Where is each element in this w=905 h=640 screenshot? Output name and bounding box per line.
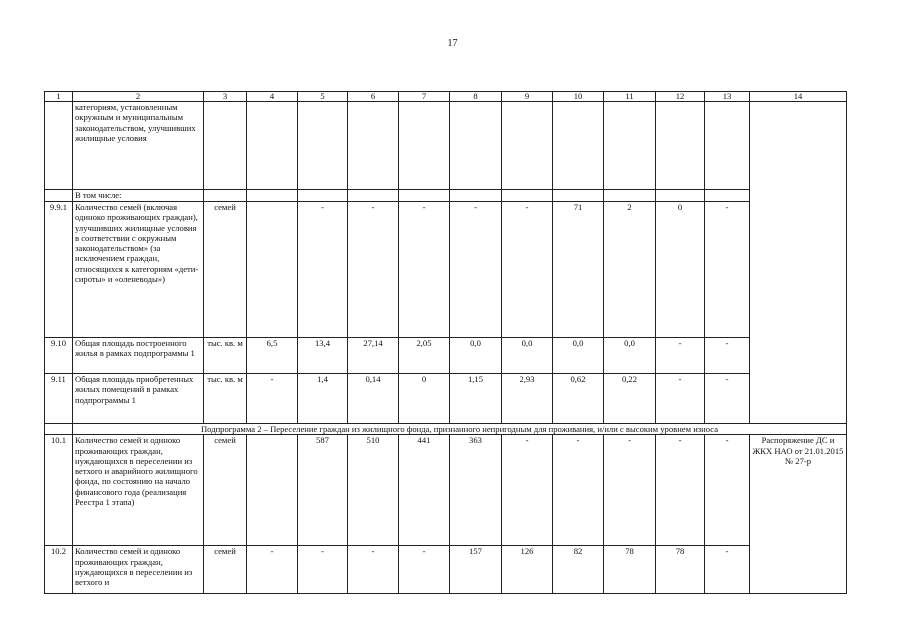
row-value: 0,0 [450,338,502,374]
row-value: - [399,202,450,338]
row-value [247,202,298,338]
table-row [45,202,847,338]
row-value: 441 [399,435,450,546]
header-cell: 6 [348,92,399,102]
row-value: 0 [399,374,450,424]
row-value: - [450,202,502,338]
row-value: 510 [348,435,399,546]
row-value: 2,05 [399,338,450,374]
table-row [45,338,847,374]
row-value: 157 [450,546,502,594]
table-row [45,102,847,190]
row-value: 2 [604,202,656,338]
page-number: 17 [447,38,458,49]
row-value: - [247,374,298,424]
row-name: Количество семей и одиноко проживающих граждан, нуждающихся в переселении из ветхого и [73,546,204,594]
row-name: Количество семей и одиноко проживающих граждан, нуждающихся в переселении из ветхого и аварийного жилищного фонда, по состоянию на начало финансового года (реализация Реестра 1 этапа) [73,435,204,546]
legal-basis-note: Распоряжение ДС и ЖКХ НАО от 21.01.2015 № 27-р [750,435,847,594]
table-row [45,190,847,202]
row-number: 10.2 [45,546,73,594]
row-value: - [705,338,750,374]
row-value: - [502,435,553,546]
row-value: 0,62 [553,374,604,424]
header-row [45,92,847,102]
row-value [247,435,298,546]
row-value: - [298,202,348,338]
row-value: - [656,435,705,546]
row-value: - [705,202,750,338]
row-value: - [298,546,348,594]
row-value: - [656,374,705,424]
header-cell: 3 [204,92,247,102]
row-value: 0 [656,202,705,338]
header-cell: 10 [553,92,604,102]
header-cell: 8 [450,92,502,102]
row-value: 78 [604,546,656,594]
row-value: 78 [656,546,705,594]
row-value: 6,5 [247,338,298,374]
header-cell: 2 [73,92,204,102]
row-name: категориям, установленным окружным и муниципальным законодательством, улучшивших жилищные условия [73,102,204,190]
header-cell: 1 [45,92,73,102]
row-value: - [348,202,399,338]
row-unit: семей [204,546,247,594]
table-row [45,435,847,546]
row-value: - [705,374,750,424]
row-value: - [399,546,450,594]
header-cell: 11 [604,92,656,102]
row-unit: семей [204,435,247,546]
row-number: 9.10 [45,338,73,374]
header-cell: 12 [656,92,705,102]
header-cell: 9 [502,92,553,102]
table-row [45,546,847,594]
row-value: - [705,435,750,546]
row-value: 2,93 [502,374,553,424]
indicator-table [44,91,847,594]
row-number: 9.11 [45,374,73,424]
row-name: Количество семей (включая одиноко проживающих граждан), улучшивших жилищные условия в соответствии с окружным законодательством» (за исключением граждан, относящихся к категориям «дети-сироты» и «оленеводы») [73,202,204,338]
row-value: 0,22 [604,374,656,424]
row-value: 126 [502,546,553,594]
row-value: 363 [450,435,502,546]
row-number: 10.1 [45,435,73,546]
row-value: - [348,546,399,594]
row-value: 27,14 [348,338,399,374]
row-unit: семей [204,202,247,338]
row-value: - [705,546,750,594]
row-value: 1,4 [298,374,348,424]
header-cell: 14 [750,92,847,102]
row-value: - [502,202,553,338]
header-cell: 13 [705,92,750,102]
row-value: 82 [553,546,604,594]
row-value: 71 [553,202,604,338]
row-value: 0,0 [502,338,553,374]
row-value: - [553,435,604,546]
row-number: 9.9.1 [45,202,73,338]
subprogram-title: Подпрограмма 2 – Переселение граждан из жилищного фонда, признанного непригодным для проживания, и/или с высоким уровнем износа [73,424,847,435]
row-name: Общая площадь приобретенных жилых помещений в рамках подпрограммы 1 [73,374,204,424]
row-value: - [247,546,298,594]
row-unit: тыс. кв. м [204,338,247,374]
row-value: - [604,435,656,546]
row-value: 587 [298,435,348,546]
header-cell: 4 [247,92,298,102]
row-value: 0,0 [553,338,604,374]
row-intro: В том числе: [73,190,204,202]
row-value: 0,14 [348,374,399,424]
header-cell: 7 [399,92,450,102]
row-name: Общая площадь построенного жилья в рамках подпрограммы 1 [73,338,204,374]
row-value: 0,0 [604,338,656,374]
table-row [45,374,847,424]
row-value: - [656,338,705,374]
row-value: 13,4 [298,338,348,374]
subprogram-row [45,424,847,435]
row-value: 1,15 [450,374,502,424]
row-unit: тыс. кв. м [204,374,247,424]
header-cell: 5 [298,92,348,102]
